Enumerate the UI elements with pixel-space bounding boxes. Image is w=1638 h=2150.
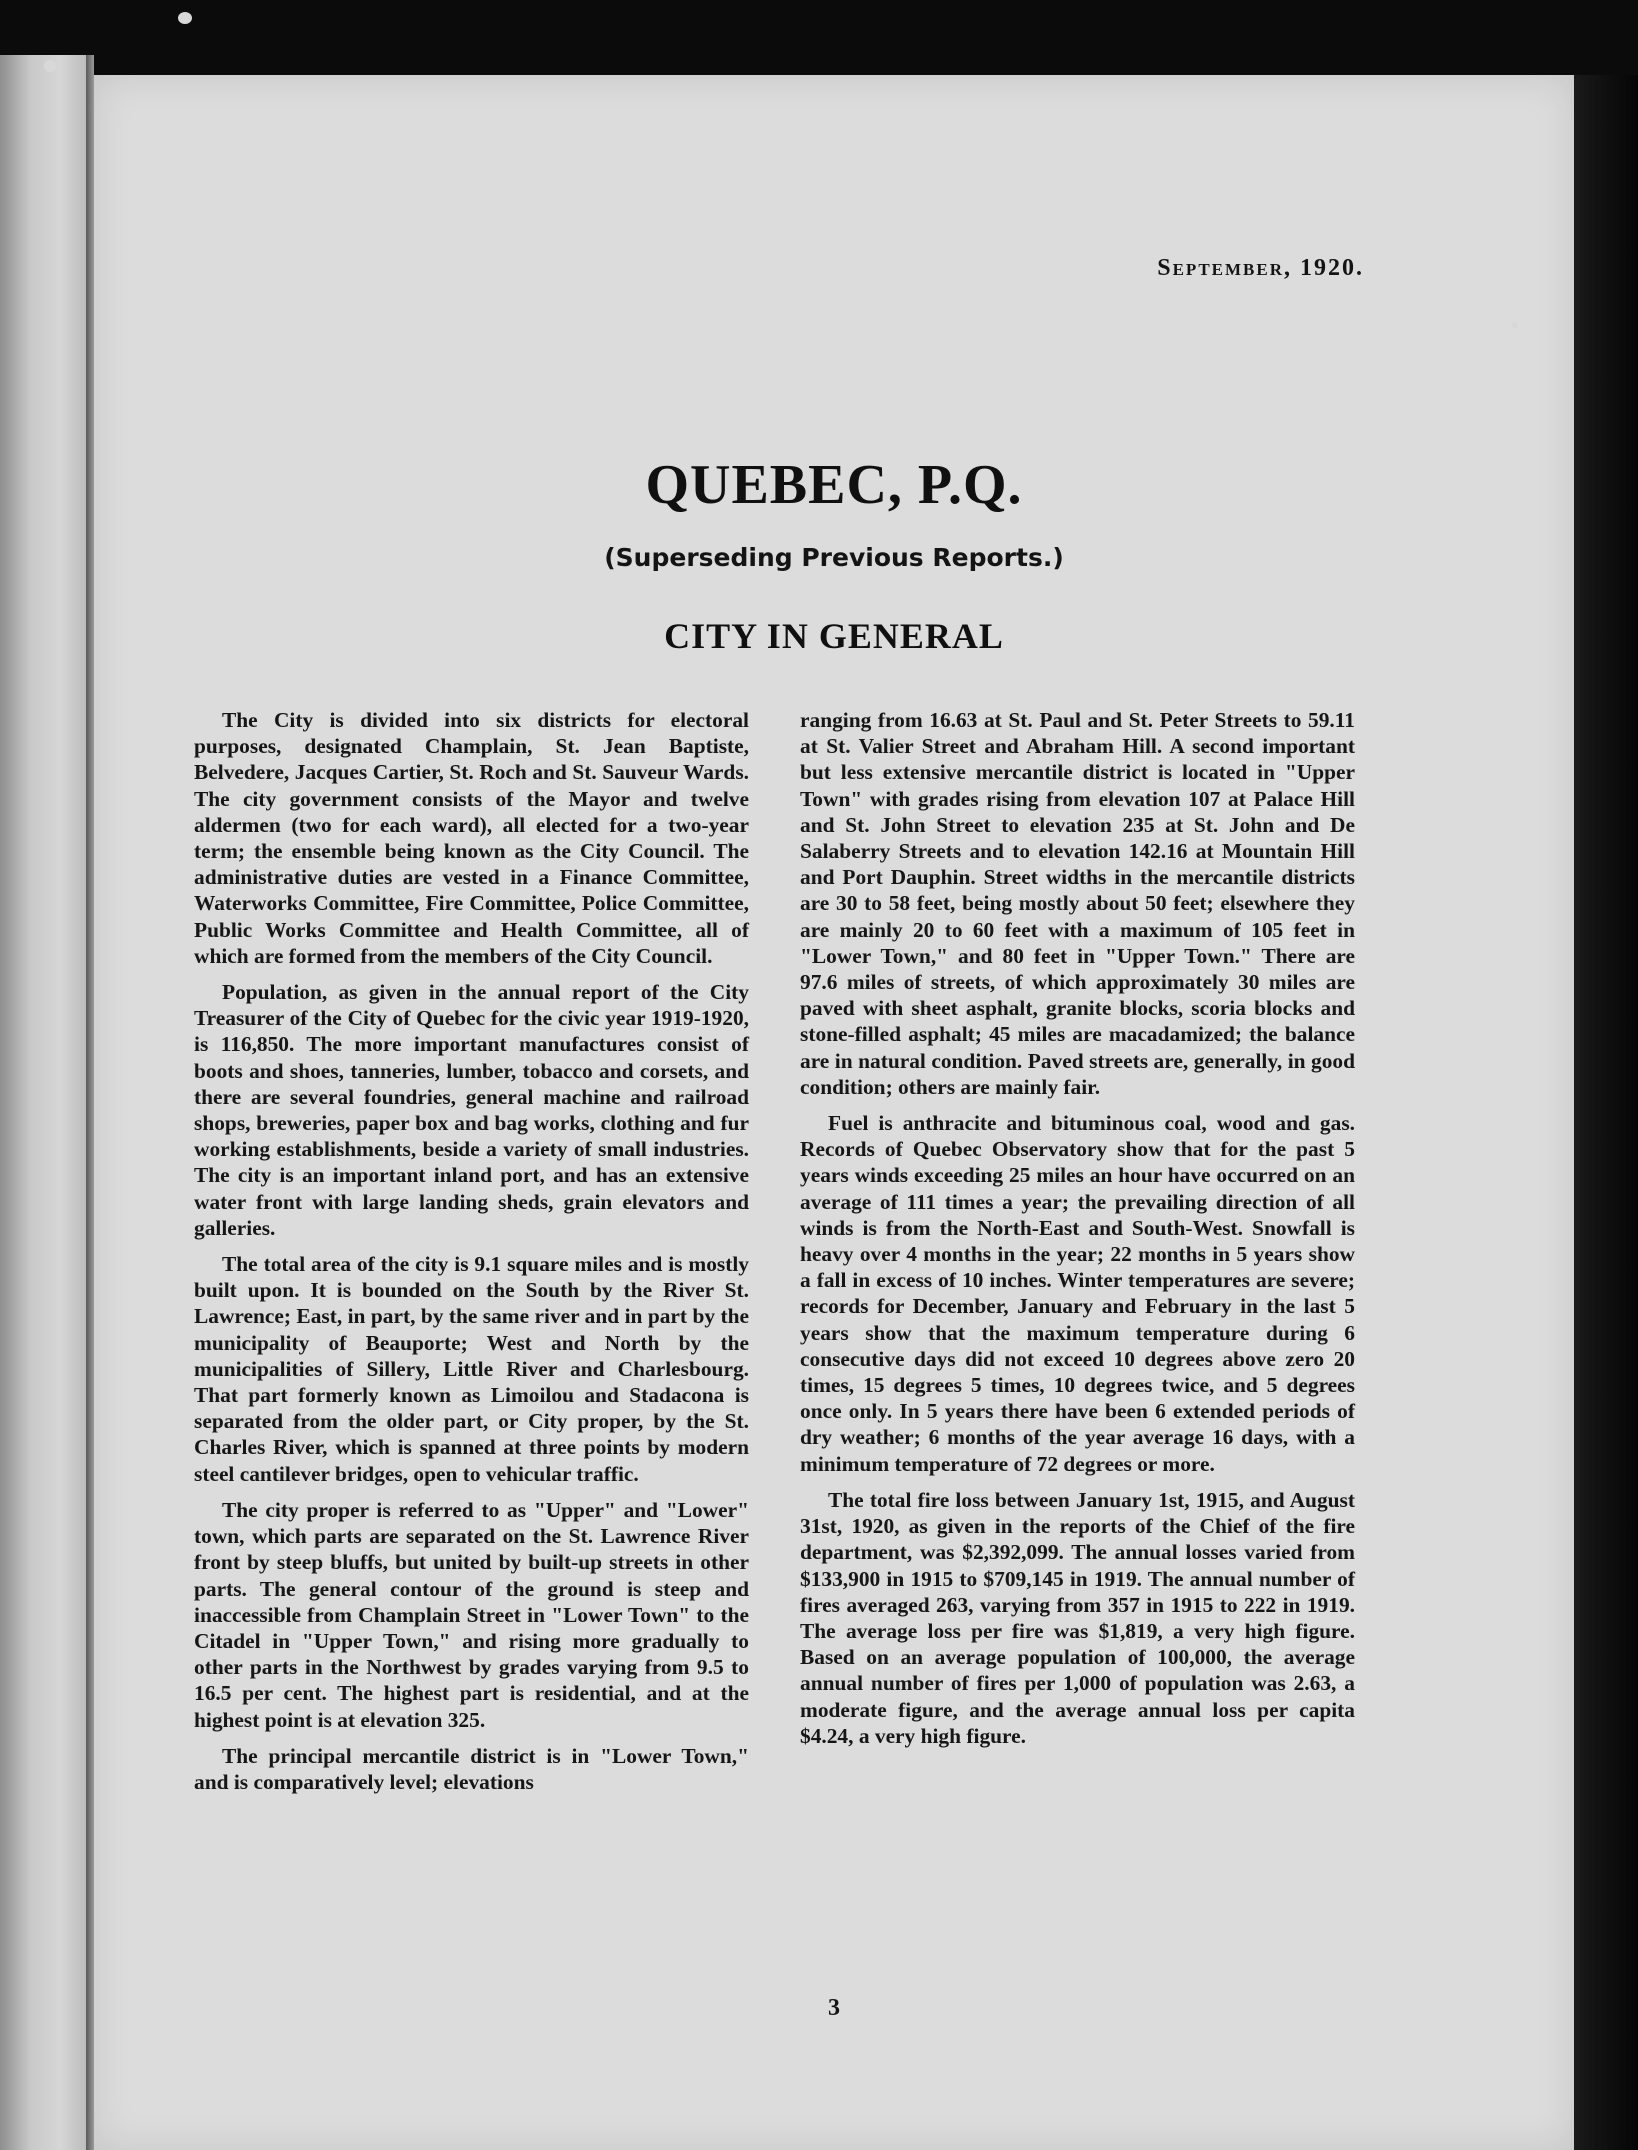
paragraph-climate: Fuel is anthracite and bituminous coal, wood and gas. Records of Quebec Observatory show that for the past 5 years winds exceeding 25 miles an hour have occurred on an average of 111 times a year; the prevailing direction of all winds is from the North-East and South-West. Snowfall is heavy over 4 months in the year; 22 months in 5 years show a fall in excess of 10 inches. Winter temperatures are severe; records for December, January and February in the last 5 years show that the maximum temperature during 6 consecutive days did not exceed 10 degrees above zero 20 times, 15 degrees 5 times, 10 degrees twice, and 5 degrees once only. In 5 years there have been 6 extended periods of dry weather; 6 months of the year average 16 days, with a minimum temperature of 72 degrees or more. <box>800 1111 1355 1476</box>
paragraph-topography: The city proper is referred to as "Upper" and "Lower" town, which parts are separated on the St. Lawrence River front by steep bluffs, but united by built-up streets in other parts. The general contour of the ground is steep and inaccessible from Champlain Street in "Lower Town" to the Citadel in "Upper Town," and rising more gradually to other parts in the Northwest by grades varying from 9.5 to 16.5 per cent. The highest part is residential, and at the highest point is at elevation 325. <box>194 1497 749 1732</box>
section-heading: CITY IN GENERAL <box>664 616 1004 656</box>
film-speck <box>178 12 192 24</box>
page-number: 3 <box>828 1995 840 2021</box>
document-page <box>94 75 1574 2150</box>
scan-border <box>1574 75 1638 2150</box>
paragraph-fire-loss: The total fire loss between January 1st, 1915, and August 31st, 1920, as given in the reports of the Chief of the fire department, was $2,392,099. The annual losses varied from $133,900 in 1915 to $709,145 in 1919. The annual number of fires averaged 263, varying from 357 in 1915 to 222 in 1919. The average loss per fire was $1,819, a very high figure. Based on an average population of 100,000, the average annual number of fires per 1,000 of population was 2.63, a moderate figure, and the average annual loss per capita $4.24, a very high figure. <box>800 1487 1355 1748</box>
page-title: QUEBEC, P.Q. <box>645 454 1023 516</box>
film-speck <box>1512 322 1518 328</box>
paragraph-population: Population, as given in the annual report of the City Treasurer of the City of Quebec for the civic year 1919-1920, is 116,850. The more important manufactures consist of boots and shoes, tanneries, lumber, tobacco and corsets, and there are several foundries, general machine and railroad shops, breweries, paper box and bag works, clothing and fur working establishments, beside a variety of small industries. The city is an important inland port, and has an extensive water front with large landing sheds, grain elevators and galleries. <box>194 980 749 1240</box>
paragraph-districts: The City is divided into six districts for electoral purposes, designated Champlain, St. Jean Baptiste, Belvedere, Jacques Cartier, St. Roch and St. Sauveur Wards. The city government consists of the Mayor and twelve aldermen (two for each ward), all elected for a two-year term; the ensemble being known as the City Council. The administrative duties are vested in a Finance Committee, Waterworks Committee, Fire Committee, Police Committee, Public Works Committee and Health Committee, all of which are formed from the members of the City Council. <box>194 708 749 968</box>
right-column <box>800 707 1355 1759</box>
previous-page-edge <box>0 55 86 2150</box>
film-speck <box>44 60 56 72</box>
book-gutter <box>86 55 94 2150</box>
report-date: September, 1920. <box>1157 255 1364 281</box>
page-subtitle: (Superseding Previous Reports.) <box>604 543 1064 572</box>
left-column <box>194 707 749 1805</box>
paragraph-mercantile-continued: ranging from 16.63 at St. Paul and St. Peter Streets to 59.11 at St. Valier Street and Abraham Hill. A second important but less extensive mercantile district is located in "Upper Town" with grades rising from elevation 107 at Palace Hill and St. John Street to elevation 235 at St. John and De Salaberry Streets and to elevation 142.16 at Mountain Hill and Port Dauphin. Street widths in the mercantile districts are 30 to 58 feet, being mostly about 50 feet; elsewhere they are mainly 20 to 60 feet with a maximum of 105 feet in "Lower Town," and 80 feet in "Upper Town." There are 97.6 miles of streets, of which approximately 30 miles are paved with sheet asphalt, granite blocks, scoria blocks and stone-filled asphalt; 45 miles are macadamized; the balance are in natural condition. Paved streets are, generally, in good condition; others are mainly fair. <box>800 708 1355 1099</box>
paragraph-area: The total area of the city is 9.1 square miles and is mostly built upon. It is bounded on the South by the River St. Lawrence; East, in part, by the same river and in part by the municipality of Beauporte; West and North by the municipalities of Sillery, Little River and Charlesbourg. That part formerly known as Limoilou and Stadacona is separated from the older part, or City proper, by the St. Charles River, which is spanned at three points by modern steel cantilever bridges, open to vehicular traffic. <box>194 1252 749 1486</box>
paragraph-mercantile-start: The principal mercantile district is in "Lower Town," and is comparatively level; elevations <box>194 1743 749 1794</box>
